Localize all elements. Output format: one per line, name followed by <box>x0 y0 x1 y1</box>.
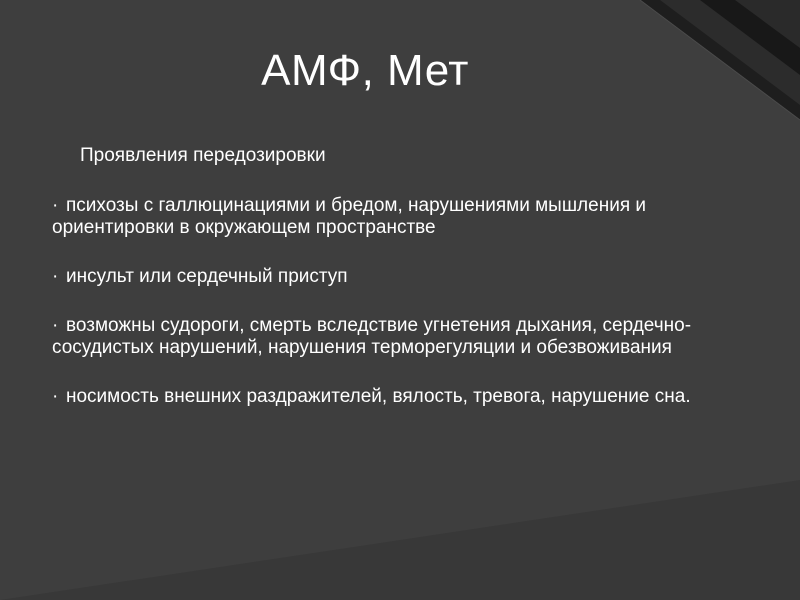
list-item <box>52 266 692 288</box>
slide-subheading: Проявления передозировки <box>80 145 326 166</box>
bullet-icon: · <box>52 266 59 287</box>
list-item-text: возможны судороги, смерть вследствие угнетения дыхания, сердечно-сосудистых нарушений, нарушения терморегуляции и обезвоживания <box>52 315 692 358</box>
bullet-icon: · <box>52 315 59 336</box>
list-item <box>52 386 692 408</box>
slide-content <box>52 145 692 435</box>
list-item <box>52 195 692 239</box>
bullet-icon: · <box>52 386 59 407</box>
list-item-text: психозы с галлюцинациями и бредом, нарушениями мышления и ориентировки в окружающем пространстве <box>52 195 647 238</box>
slide-title: АМФ, Мет <box>261 46 469 95</box>
list-item-text: инсульт или сердечный приступ <box>66 266 348 287</box>
bullet-icon: · <box>52 195 59 216</box>
list-item-text: носимость внешних раздражителей, вялость, тревога, нарушение сна. <box>66 386 691 407</box>
list-item <box>52 315 692 359</box>
